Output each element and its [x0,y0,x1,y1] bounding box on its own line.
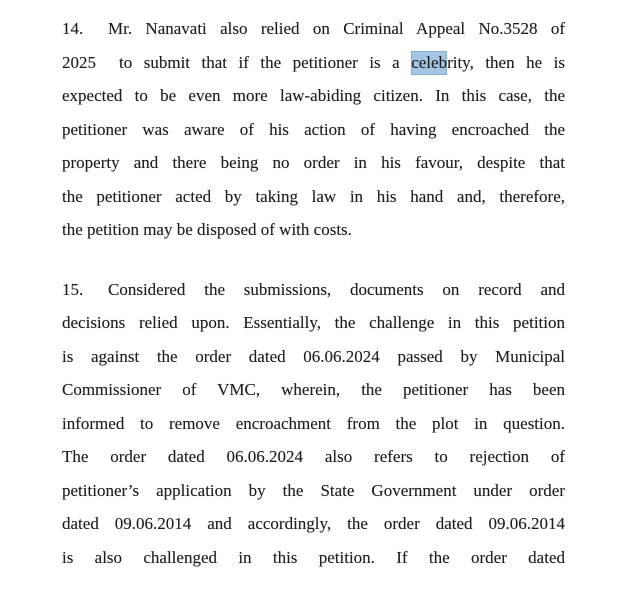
text-segment: is also challenged in this petition. If the order dated [62,547,565,567]
text-line [62,12,565,46]
text-line [62,213,565,247]
highlighted-text: celeb [411,51,447,75]
text-segment: is against the order dated 06.06.2024 passed by Municipal [62,346,565,366]
text-line [62,407,565,441]
text-line [62,474,565,508]
text-line [62,373,565,407]
text-segment: the petitioner acted by taking law in his hand and, therefore, [62,186,565,206]
paragraphs-container [62,12,565,574]
text-segment: expected to be even more law-abiding citizen. In this case, the [62,86,565,105]
text-segment: property and there being no order in his favour, despite that [62,153,565,172]
text-line [62,146,565,180]
text-segment: petitioner was aware of his action of having encroached the [62,119,565,139]
text-line [62,306,565,340]
paragraph [62,12,565,247]
text-line [62,440,565,474]
text-line [62,273,565,307]
paragraph [62,273,565,575]
text-line [62,541,565,575]
text-segment: rity, then he is [447,52,565,72]
text-segment: decisions relied upon. Essentially, the challenge in this petition [62,313,565,332]
text-segment: informed to remove encroachment from the plot in question. [62,413,565,433]
text-line [62,46,565,80]
paragraph-number: 15. [62,279,84,299]
text-segment: petitioner’s application by the State Government under order [62,480,565,500]
text-segment: The order dated 06.06.2024 also refers to rejection of [62,447,565,466]
text-segment: Considered the submissions, documents on record and [108,279,565,299]
text-segment: dated 09.06.2014 and accordingly, the order dated 09.06.2014 [62,514,565,533]
paragraph-number: 14. [62,19,84,38]
text-segment: Commissioner of VMC, wherein, the petitioner has been [62,380,565,399]
text-line [62,507,565,541]
text-segment: the petition may be disposed of with costs. [62,220,352,239]
text-line [62,113,565,147]
text-line [62,340,565,374]
text-line [62,180,565,214]
text-segment: 2025 to submit that if the petitioner is a [62,52,412,72]
text-line [62,79,565,113]
text-segment: Mr. Nanavati also relied on Criminal Appeal No.3528 of [108,19,565,38]
